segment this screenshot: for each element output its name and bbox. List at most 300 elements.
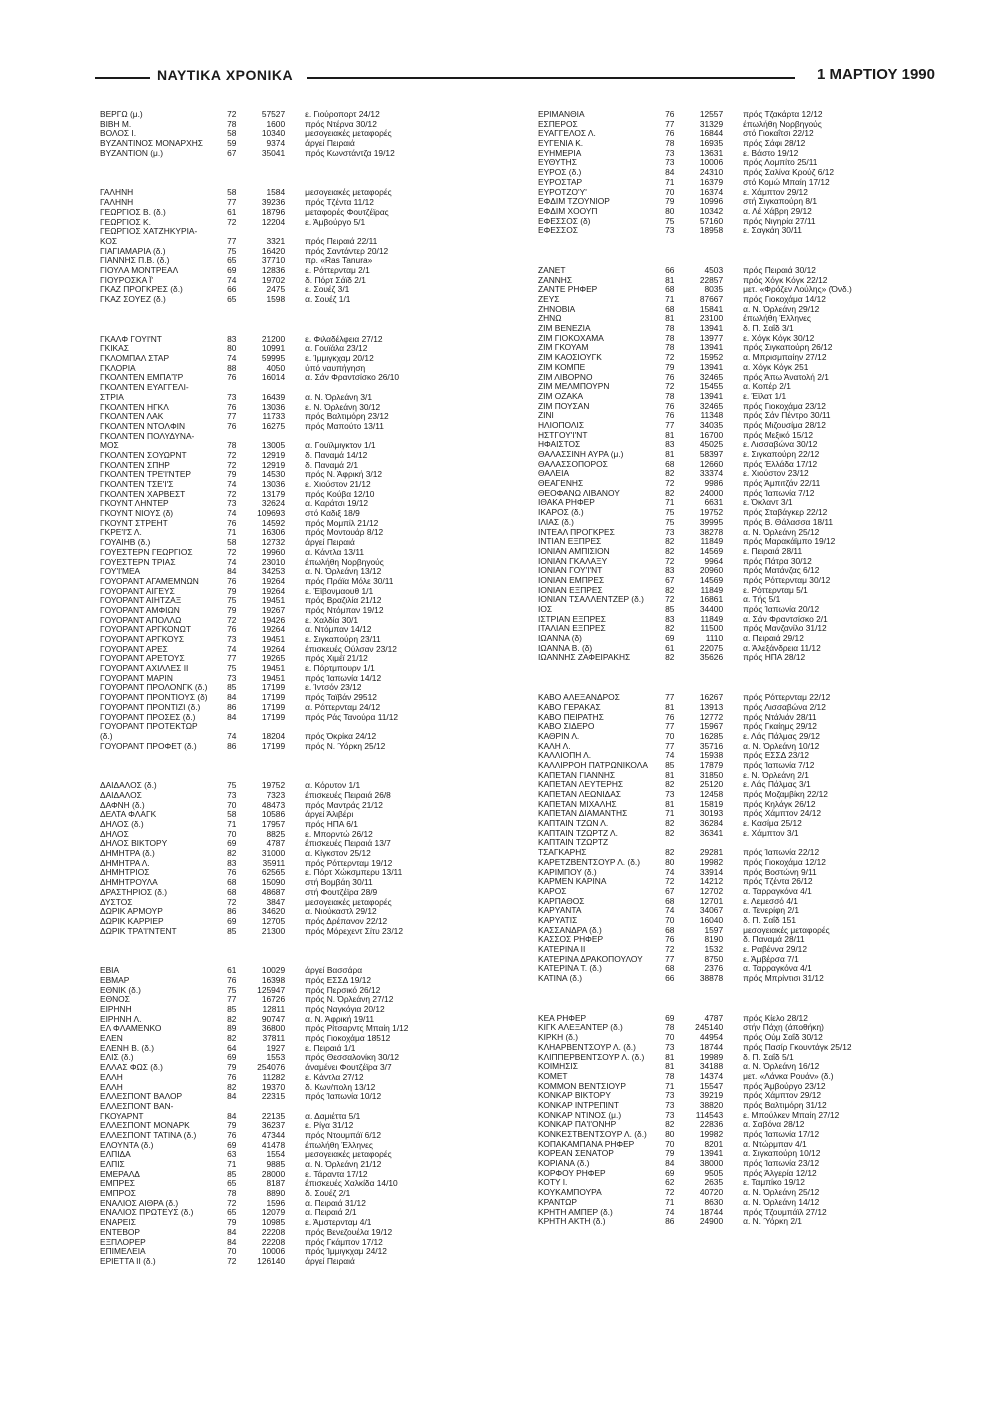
build-year: 78: [665, 332, 675, 343]
ship-list-section: [100, 781, 500, 936]
ship-row: [100, 830, 500, 840]
ship-row: [538, 945, 938, 955]
tonnage: 18744: [699, 1041, 724, 1052]
position: πρός Άμβούργο 23/12: [743, 1081, 826, 1091]
ship-name: ΚΑΘΡΙΝ Λ.: [538, 731, 580, 741]
ship-row: [538, 780, 938, 790]
ship-row: [100, 149, 500, 159]
build-year: 85: [227, 1004, 237, 1014]
tonnage: 8630: [704, 1196, 724, 1207]
ship-row: [100, 129, 500, 139]
ship-name: ΖΑΝΕΤ: [538, 265, 566, 275]
ship-row: [100, 412, 500, 422]
build-year: 74: [665, 1206, 675, 1217]
ship-row: [538, 382, 938, 392]
ship-name: ΓΟΥΑΙΗΒ (δ.): [100, 538, 151, 548]
tonnage: 16726: [261, 994, 286, 1005]
position: έπισκευές Ούλσαν 23/12: [305, 644, 397, 654]
tonnage: 24310: [699, 167, 724, 178]
position: πρός Βοστώνη 9/11: [743, 867, 817, 877]
build-year: 72: [227, 109, 237, 119]
ship-name: ΕΦΔΙΜ ΤΖΟΥΝΙΟΡ: [538, 197, 610, 207]
position: πρός Ίαπωνία 23/12: [743, 1159, 820, 1169]
ship-name: ΓΟΥ'Ι'ΜΕΑ: [100, 567, 141, 577]
build-year: 76: [227, 517, 237, 528]
ship-row: [538, 1082, 938, 1092]
tonnage: 12705: [261, 915, 286, 926]
tonnage: 38878: [699, 973, 724, 984]
position: πρός Βαλτιμόρη 23/12: [305, 412, 389, 422]
ship-row: [100, 256, 500, 266]
position: άργεί Άλιβέρι: [305, 810, 354, 820]
tonnage: 37811: [262, 1033, 286, 1044]
ship-row: [100, 674, 500, 684]
tonnage: 57160: [699, 215, 724, 226]
build-year: 65: [227, 1178, 237, 1189]
position: δ. Παναμά 2/1: [305, 460, 358, 470]
build-year: 82: [227, 1013, 237, 1024]
build-year: 77: [665, 953, 675, 964]
build-year: 73: [665, 157, 675, 168]
build-year: 72: [665, 594, 675, 605]
position: α. Τενερίφη 2/1: [743, 906, 800, 916]
tonnage: 90747: [261, 1013, 286, 1024]
ship-row: [538, 800, 938, 810]
tonnage: 22075: [699, 642, 724, 653]
ship-name: ΕΜΠΡΕΣ: [100, 1179, 135, 1189]
tonnage: 3847: [266, 896, 286, 907]
tonnage: 36341: [699, 827, 724, 838]
ship-row: [538, 595, 938, 605]
build-year: 82: [665, 818, 675, 829]
ship-name: ΓΕΩΡΓΙΟΣ ΧΑΤΖΗΚΥΡΙΑ-: [100, 227, 198, 237]
tonnage: 33914: [699, 866, 724, 877]
ship-name: ΓΟΥΟΡΑΝΤ ΠΡΟΦΕΤ (δ.): [100, 741, 197, 751]
ship-row: [538, 868, 938, 878]
build-year: 69: [227, 1052, 237, 1063]
ship-row: [538, 1149, 938, 1159]
ship-row: [100, 616, 500, 626]
tonnage: 16379: [699, 176, 724, 187]
ship-list-section: [538, 1014, 938, 1227]
ship-row: [538, 1178, 938, 1188]
build-year: 72: [665, 1187, 675, 1198]
tonnage: 58397: [699, 449, 724, 459]
build-year: 79: [665, 196, 675, 207]
position: πρός Ταϊβάν 29512: [305, 693, 377, 703]
build-year: 67: [227, 147, 237, 158]
position: μεσογειακές μεταφορές: [743, 925, 830, 935]
position: [285, 1102, 500, 1112]
tonnage: 1584: [266, 187, 286, 198]
ship-row: [538, 1033, 938, 1043]
ship-row: [100, 558, 500, 568]
position: δ. Παναμά 28/11: [743, 935, 805, 945]
position: ε. Ν. Όρλεάνη 2/1: [743, 770, 809, 780]
ship-row: [538, 1217, 938, 1227]
build-year: 70: [665, 186, 675, 197]
build-year: 83: [665, 439, 675, 450]
ship-row: [538, 819, 938, 829]
tonnage: 31000: [261, 848, 286, 859]
ship-row: [100, 441, 500, 451]
ship-list-section: [100, 110, 500, 158]
ship-row: [100, 227, 500, 237]
ship-row: [100, 1179, 500, 1189]
ship-name: ΕΡΙΜΑΝΘΙΑ: [538, 110, 585, 119]
ship-name: ΕΥΘΥΤΗΣ: [538, 158, 577, 168]
tonnage: 1598: [266, 294, 286, 304]
ship-row: [538, 188, 938, 198]
position: πρός Μεξικό 15/12: [743, 430, 814, 440]
tonnage: 39995: [699, 516, 724, 527]
tonnage: 38820: [699, 1099, 724, 1110]
position: α. Λέ Χάβρη 29/12: [743, 206, 812, 216]
ship-name: ΚΟΡΦΟΥ ΡΗΦΕΡ: [538, 1168, 606, 1178]
ship-row: [100, 1218, 500, 1228]
ship-row: [100, 188, 500, 198]
tonnage: 1110: [705, 633, 724, 644]
ship-name: ΙΘΑΚΑ ΡΗΦΕΡ: [538, 498, 595, 508]
ship-row: [100, 683, 500, 693]
position: α. Ν. Όρλεάνη 25/12: [743, 527, 820, 537]
build-year: 76: [227, 420, 237, 431]
tonnage: 8190: [704, 934, 724, 945]
build-year: 82: [665, 623, 675, 634]
ship-name: ΚΑΛΗ Λ.: [538, 741, 571, 751]
ship-row: [100, 645, 500, 655]
ship-row: [100, 198, 500, 208]
tonnage: 11849: [700, 536, 724, 547]
position: ε. Ρίγα 31/12: [305, 1121, 354, 1131]
ship-row: [100, 625, 500, 635]
ship-list-section: [100, 966, 500, 1266]
ship-name: ΚΑΛΛΙΡΡΟΗ ΠΑΤΡΩΝΙΚΟΛΑ: [538, 760, 648, 770]
ship-name: ΕΜΕΡΑΛΔ: [100, 1169, 140, 1179]
tonnage: 15938: [699, 750, 724, 761]
tonnage: 19752: [699, 507, 724, 518]
build-year: 82: [665, 545, 675, 556]
tonnage: 22208: [261, 1226, 286, 1237]
build-year: 80: [227, 343, 237, 354]
build-year: 61: [227, 206, 237, 217]
ship-name: ΓΚΟΥΝΤ ΛΗΝΤΕΡ: [100, 499, 169, 509]
build-year: 83: [665, 565, 675, 576]
tonnage: 40720: [699, 1187, 724, 1198]
tonnage: 9374: [266, 138, 286, 149]
tonnage: 13913: [699, 701, 724, 712]
position: α. Ν. Όρλεάνη 25/12: [743, 1188, 820, 1198]
ship-row: [100, 383, 500, 393]
build-year: 65: [227, 255, 237, 266]
ship-name: ΓΚΑΖ ΠΡΟΓΚΡΕΣ (δ.): [100, 285, 183, 295]
position: πρός Ρόττερνταμ 22/12: [743, 693, 831, 703]
ship-name: ΕΥΡΟΤΖΟ'Υ': [538, 187, 587, 197]
tonnage: 1596: [266, 1197, 286, 1208]
tonnage: 16306: [261, 527, 286, 538]
tonnage: 22857: [699, 274, 724, 285]
position: πρός Γιοκοχάμα 14/12: [743, 295, 826, 304]
ship-name: ΔΗΜΗΤΡΑ (δ.): [100, 849, 155, 859]
ship-name: ΕΛ ΦΛΑΜΕΝΚΟ: [100, 1024, 162, 1034]
ship-name: ΚΟΙΜΗΣΙΣ: [538, 1062, 578, 1072]
position: α. Ν. Όρλεάνη 14/12: [743, 1197, 820, 1207]
position: [285, 722, 500, 732]
tonnage: 34620: [261, 906, 286, 917]
ship-row: [100, 403, 500, 413]
position: ε. Έϊλατ 1/1: [743, 391, 787, 401]
position: α. Μπρισμπαίην 27/12: [743, 353, 827, 363]
position: πρός Χάμπτον 29/12: [743, 1091, 822, 1101]
ship-name: ΕΛΙΣ (δ.): [100, 1053, 134, 1063]
ship-row: [538, 158, 938, 168]
ship-name: ΙΟΝΙΑΝ ΑΜΠΙΣΙΟΝ: [538, 546, 610, 556]
tonnage: 14569: [699, 574, 724, 585]
position: α. Νιούκαστλ 29/12: [305, 907, 377, 917]
position: στή Φουτζέϊρα 28/9: [305, 887, 378, 897]
ship-row: [538, 1062, 938, 1072]
build-year: 66: [665, 973, 675, 984]
build-year: 74: [665, 905, 675, 916]
position: έπωλήθη Νορβηγούς: [743, 119, 822, 129]
ship-list-section: [538, 266, 938, 663]
build-year: 77: [665, 419, 675, 430]
tonnage: 15455: [699, 381, 724, 392]
tonnage: 62565: [261, 867, 286, 878]
build-year: 75: [227, 663, 237, 674]
build-year: 78: [227, 118, 237, 129]
position: α. Ν. Όρλεάνη 10/12: [743, 741, 820, 751]
ship-name: ΓΟΥΟΡΑΝΤ ΠΡΟΝΤΙΟΥΣ (δ): [100, 693, 208, 703]
ship-name: ΚΟΡΕΑΝ ΣΕΝΑΤΟΡ: [538, 1149, 614, 1159]
build-year: 76: [665, 371, 675, 382]
tonnage: 17199: [261, 740, 286, 751]
ship-name: ΔΗΛΟΣ ΒΙΚΤΟΡΥ: [100, 839, 168, 849]
ship-name: ΕΛΛΕΣΠΟΝΤ ΤΑΤΙΝΑ (δ.): [100, 1130, 197, 1140]
position: α. Δαμιέττα 5/1: [305, 1111, 361, 1121]
ship-row: [100, 548, 500, 558]
ship-row: [538, 392, 938, 402]
position: α. Πειραιά 2/1: [305, 1208, 357, 1218]
position: ε. Λάς Πάλμας 29/12: [743, 731, 820, 741]
build-year: 71: [665, 1080, 675, 1091]
ship-name: ΕΛΕΝΗ Β. (δ.): [100, 1043, 154, 1053]
tonnage: 13005: [261, 440, 286, 451]
ship-name: ΘΑΛΑΣΣΙΝΗ ΑΥΡΑ (μ.): [538, 450, 624, 459]
tonnage: 34188: [699, 1061, 724, 1072]
position: πρός Μοζαμβίκη 22/12: [743, 790, 828, 799]
build-year: 76: [227, 974, 237, 985]
position: στήν Πάχη (άποθήκη): [743, 1023, 824, 1033]
ship-row: [100, 1083, 500, 1093]
position: μετ. «Λάνκα Ρουάν» (δ.): [743, 1071, 834, 1081]
ship-row: [538, 974, 938, 984]
position: ε. Σιγκαπούρη 23/11: [305, 635, 381, 644]
tonnage: 13941: [699, 361, 724, 372]
position: α. Σιγκαπούρη 10/12: [743, 1149, 821, 1159]
build-year: 70: [665, 730, 675, 741]
ship-name: ΓΚΙΚΑΣ: [100, 344, 129, 354]
build-year: 74: [227, 353, 237, 364]
position: ε. Σιγκαπούρη 22/12: [743, 450, 820, 459]
tonnage: 20960: [699, 565, 724, 576]
position: έπισκευές Χαλκίδα 14/10: [305, 1179, 398, 1189]
position: πρός Όκρίκα 24/12: [305, 731, 377, 741]
tonnage: 31850: [699, 769, 724, 780]
ship-name: ΖΙΜ ΜΕΛΜΠΟΥΡΝ: [538, 382, 610, 392]
build-year: 71: [227, 819, 237, 829]
build-year: 67: [665, 574, 675, 585]
ship-name: ΓΕΩΡΓΙΟΣ Β. (δ.): [100, 207, 166, 217]
ship-row: [100, 888, 500, 898]
ship-row: [100, 898, 500, 908]
tonnage: 30193: [699, 808, 724, 819]
publication-title: ΝΑΥΤΙΚΑ ΧΡΟΝΙΚΑ: [157, 67, 294, 83]
right-column: [538, 110, 938, 1257]
ship-name: ΓΟΥΟΡΑΝΤ ΑΧΙΛΛΕΣ ΙΙ: [100, 664, 189, 674]
ship-row: [100, 1131, 500, 1141]
position: πρός Βραζιλία 21/12: [305, 596, 382, 606]
ship-name: ΚΑΡΥΑΝΤΑ: [538, 906, 582, 916]
position: δ. Πόρτ Σάϊδ 2/1: [305, 275, 366, 285]
build-year: 69: [665, 633, 675, 644]
ship-row: [100, 1034, 500, 1044]
tonnage: 12919: [261, 459, 286, 470]
build-year: 72: [665, 381, 675, 392]
ship-row: [100, 820, 500, 830]
ship-name: ΓΑΛΗΝΗ: [100, 198, 134, 208]
build-year: 73: [665, 1099, 675, 1110]
position: α. Άλεξάνδρεια 11/12: [743, 643, 821, 653]
build-year: 74: [227, 274, 237, 285]
build-year: 81: [665, 274, 675, 285]
position: α. Τής 5/1: [743, 595, 781, 605]
tonnage: 10006: [699, 157, 724, 168]
ship-name: ΚΑΡΜΕΝ ΚΑΡΙΝΑ: [538, 877, 607, 887]
ship-row: [100, 1228, 500, 1238]
ship-row: [538, 129, 938, 139]
tonnage: 6631: [704, 497, 724, 508]
tonnage: 21300: [261, 925, 286, 936]
ship-name: ΚΑΒΟ ΓΕΡΑΚΑΣ: [538, 702, 601, 712]
build-year: 74: [665, 866, 675, 877]
ship-row: [538, 489, 938, 499]
build-year: 84: [227, 1110, 237, 1121]
tonnage: 19267: [261, 604, 286, 615]
position: έπισκευές Πειραιά 13/7: [305, 839, 391, 849]
position: ε. Χάμπτον 3/1: [743, 828, 799, 838]
build-year: 75: [227, 780, 237, 791]
position: ε. Τάραντα 17/12: [305, 1169, 368, 1179]
build-year: 62: [665, 1177, 675, 1188]
ship-name: ΘΕΑΓΕΝΗΣ: [538, 479, 584, 489]
ship-row: [538, 217, 938, 227]
position: πρός Ίμμιγκχαμ 24/12: [305, 1247, 387, 1257]
build-year: 74: [227, 508, 237, 519]
tonnage: 19264: [261, 575, 286, 586]
ship-name: ΓΟΥΟΡΑΝΤ ΑΠΟΛΛΩ: [100, 615, 182, 625]
ship-row: [538, 1169, 938, 1179]
ship-name: ΚΑΒΟ ΣΙΔΕΡΟ: [538, 722, 595, 732]
position: πρός Σάφι 28/12: [743, 139, 806, 149]
ship-row: [538, 1101, 938, 1111]
build-year: 78: [665, 138, 675, 149]
tonnage: 18744: [699, 1206, 724, 1217]
position: πρός Γκαίημς 29/12: [743, 722, 817, 732]
position: α. Σάν Φραντσίσκο 26/10: [305, 373, 400, 383]
ship-row: [538, 615, 938, 625]
ship-name: ΜΟΣ: [100, 441, 119, 451]
build-year: 72: [227, 1197, 237, 1208]
ship-name: ΕΛΛΕΣΠΟΝΤ ΒΑΛΟΡ: [100, 1092, 183, 1102]
ship-row: [100, 1005, 500, 1015]
tonnage: 17199: [261, 711, 286, 722]
ship-name: ΖΙΜ ΠΟΥΣΑΝ: [538, 401, 590, 411]
ship-name: ΕΛΛΗ: [100, 1072, 123, 1082]
ship-row: [100, 1121, 500, 1131]
build-year: 78: [665, 390, 675, 401]
position: πρ. «Ras Tanura»: [305, 256, 373, 266]
tonnage: 16439: [261, 391, 286, 402]
position: πρός Έλλάδα 17/12: [743, 459, 818, 469]
tonnage: 17199: [261, 701, 286, 712]
build-year: 80: [665, 205, 675, 216]
build-year: 69: [227, 915, 237, 926]
tonnage: 254076: [257, 1062, 286, 1073]
build-year: 72: [665, 555, 675, 566]
position: πρός Μοντουάρ 8/12: [305, 528, 384, 538]
build-year: 68: [665, 303, 675, 314]
tonnage: 19264: [261, 643, 286, 654]
build-year: 84: [227, 566, 237, 577]
position: α. Ν. Όρλεάνη 16/12: [743, 1062, 820, 1072]
build-year: 74: [227, 479, 237, 489]
build-year: 76: [665, 128, 675, 139]
tonnage: 12772: [699, 711, 724, 722]
position: ε. Όκλαντ 3/1: [743, 498, 793, 508]
ship-name: ΒΕΡΓΩ (μ.): [100, 110, 143, 119]
position: πρός Ντάλιάν 28/11: [743, 712, 817, 722]
ship-row: [538, 1188, 938, 1198]
ship-row: [100, 839, 500, 849]
ship-name: ΙΟΝΙΑΝ ΕΞΠΡΕΣ: [538, 585, 603, 595]
build-year: 68: [665, 458, 675, 469]
tonnage: 9885: [266, 1159, 286, 1169]
position: α. Ντώρμπαν 4/1: [743, 1139, 807, 1149]
tonnage: 4050: [266, 362, 286, 373]
position: ε. Κασίμα 25/12: [743, 819, 802, 829]
tonnage: 16420: [261, 245, 286, 256]
build-year: 82: [665, 652, 675, 663]
build-year: 63: [227, 1149, 237, 1160]
ship-name: ΚΡΑΝΤΩΡ: [538, 1197, 577, 1207]
build-year: 74: [227, 643, 237, 654]
tonnage: 44954: [699, 1032, 724, 1043]
position: πρός Ράς Τανούρα 11/12: [305, 712, 399, 722]
tonnage: 45025: [699, 439, 724, 450]
ship-name: ΓΚΟΛΝΤΕΝ ΕΥΑΓΓΕΛΙ-: [100, 383, 189, 393]
ship-name: ΓΚΟΛΝΤΕΝ ΤΣΕ'Ι'Σ: [100, 480, 174, 489]
ship-row: [100, 693, 500, 703]
tonnage: 13941: [699, 1148, 724, 1159]
ship-row: [100, 208, 500, 218]
ship-name: ΕΒΜΑΡ: [100, 975, 130, 985]
tonnage: 10006: [261, 1246, 286, 1257]
ship-name: ΕΛΛΑΣ ΦΩΣ (δ.): [100, 1063, 163, 1073]
header-rule-middle: [307, 77, 795, 79]
position: ε. Πειραιά 28/11: [743, 546, 803, 556]
build-year: 72: [227, 459, 237, 470]
